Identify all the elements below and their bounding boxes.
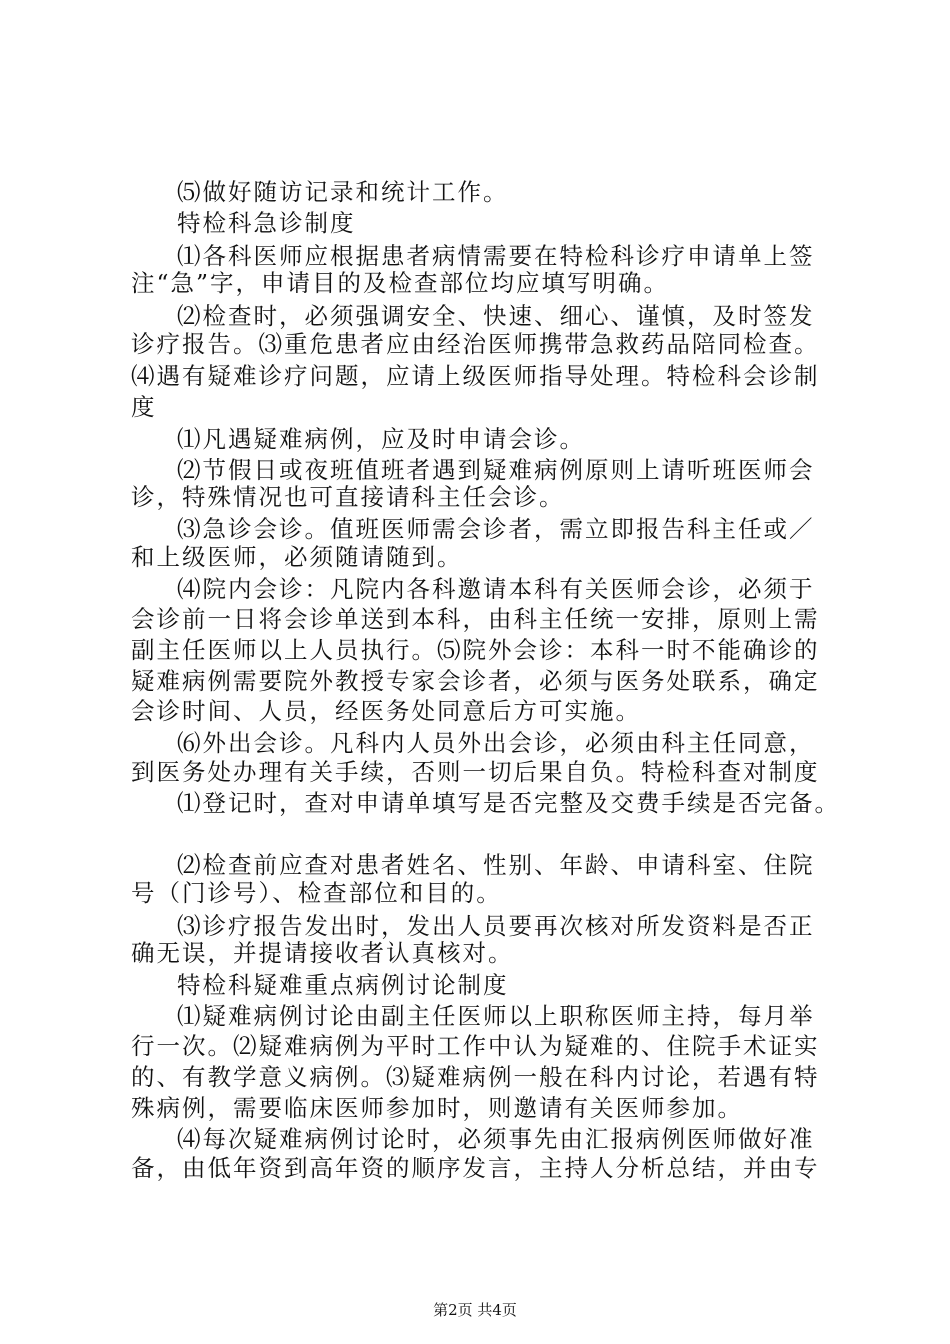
text-line: ⑷院内会诊：凡院内各科邀请本科有关医师会诊，必须于 — [177, 575, 815, 603]
page-number-footer: 第2页 共4页 — [433, 1301, 517, 1319]
text-line: 副主任医师以上人员执行。⑸院外会诊：本科一时不能确诊的 — [131, 636, 820, 664]
text-line: 殊病例，需要临床医师参加时，则邀请有关医师参加。 — [131, 1094, 743, 1122]
text-line: ⑷遇有疑难诊疗问题，应请上级医师指导处理。特检科会诊制 — [131, 362, 820, 390]
text-line: ⑴凡遇疑难病例，应及时申请会诊。 — [177, 425, 585, 453]
text-line: 注“急”字，申请目的及检查部位均应填写明确。 — [131, 269, 670, 297]
text-line: ⑶急诊会诊。值班医师需会诊者，需立即报告科主任或／ — [177, 515, 815, 543]
text-line: ⑴各科医师应根据患者病情需要在特检科诊疗申请单上签 — [177, 242, 815, 270]
text-line: ⑹外出会诊。凡科内人员外出会诊，必须由科主任同意， — [177, 729, 815, 757]
section-heading: 特检科疑难重点病例讨论制度 — [177, 971, 509, 999]
text-line: ⑵检查时，必须强调安全、快速、细心、谨慎，及时签发 — [177, 302, 815, 330]
text-line: 度 — [131, 393, 157, 421]
text-line: 会诊时间、人员，经医务处同意后方可实施。 — [131, 697, 641, 725]
text-line: 号（门诊号）、检查部位和目的。 — [131, 879, 502, 907]
text-line: 疑难病例需要院外教授专家会诊者，必须与医务处联系，确定 — [131, 667, 820, 695]
text-line: 和上级医师，必须随请随到。 — [131, 543, 463, 571]
text-line: ⑵检查前应查对患者姓名、性别、年龄、申请科室、住院 — [177, 851, 815, 879]
text-line: ⑵节假日或夜班值班者遇到疑难病例原则上请听班医师会 — [177, 456, 815, 484]
text-line: 会诊前一日将会诊单送到本科，由科主任统一安排，原则上需 — [131, 605, 820, 633]
text-line: ⑸做好随访记录和统计工作。 — [177, 178, 509, 206]
text-line: ⑴疑难病例讨论由副主任医师以上职称医师主持，每月举 — [177, 1002, 815, 1030]
text-line: 诊疗报告。⑶重危患者应由经治医师携带急救药品陪同检查。 — [131, 330, 820, 358]
text-line: 的、有教学意义病例。⑶疑难病例一般在科内讨论，若遇有特 — [131, 1063, 820, 1091]
text-line: 备，由低年资到高年资的顺序发言，主持人分析总结，并由专 — [131, 1154, 820, 1182]
text-line: 确无误，并提请接收者认真核对。 — [131, 939, 514, 967]
text-line: 诊，特殊情况也可直接请科主任会诊。 — [131, 483, 565, 511]
text-line: ⑶诊疗报告发出时，发出人员要再次核对所发资料是否正 — [177, 912, 815, 940]
section-heading: 特检科急诊制度 — [177, 209, 356, 237]
text-line: 到医务处办理有关手续，否则一切后果自负。特检科查对制度 — [131, 758, 820, 786]
text-line: ⑷每次疑难病例讨论时，必须事先由汇报病例医师做好准 — [177, 1125, 815, 1153]
text-line: 行一次。⑵疑难病例为平时工作中认为疑难的、住院手术证实 — [131, 1032, 820, 1060]
text-line: ⑴登记时，查对申请单填写是否完整及交费手续是否完备。 — [177, 789, 840, 817]
